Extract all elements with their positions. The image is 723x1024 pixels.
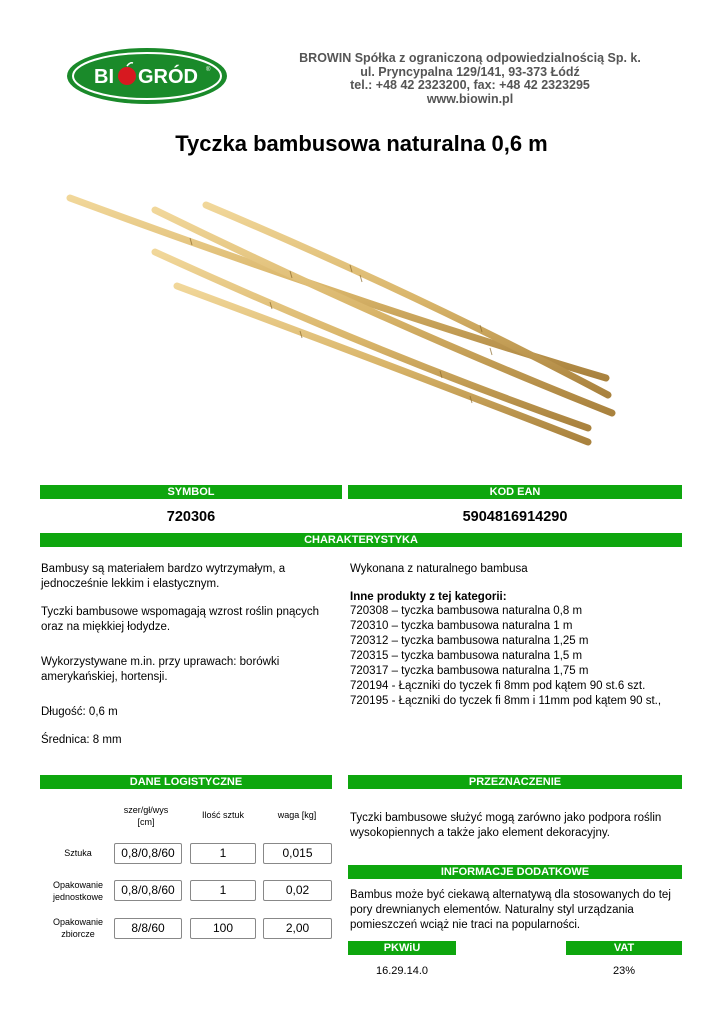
qty-value: 100 (190, 918, 256, 939)
dims-value: 8/8/60 (114, 918, 182, 939)
vat-value: 23% (612, 965, 636, 977)
list-item: 720195 - Łączniki do tyczek fi 8mm i 11mm pod kątem 90 st., (350, 695, 662, 707)
other-products-heading: Inne produkty z tej kategorii: (350, 591, 507, 603)
company-phone: tel.: +48 42 2323200, fax: +48 42 2323295 (350, 78, 590, 92)
purpose-text: Tyczki bambusowe służyć mogą zarówno jako podpora roślin wysokopiennych a także jako element dekoracyjny. (350, 812, 662, 839)
symbol-header: SYMBOL (40, 485, 342, 499)
list-item: 720194 - Łączniki do tyczek fi 8mm pod kątem 90 st.6 szt. (350, 680, 646, 692)
weight-value: 2,00 (263, 918, 332, 939)
ean-header: KOD EAN (348, 485, 682, 499)
pkwiu-value: 16.29.14.0 (376, 965, 428, 977)
list-item: 720310 – tyczka bambusowa naturalna 1 m (350, 620, 573, 632)
char-left-para1: Bambusy są materiałem bardzo wytrzymałym, a jednocześnie lekkim i elastycznym. (41, 563, 286, 590)
pkwiu-header: PKWiU (348, 941, 456, 955)
col-dims-header: szer/gł/wys [cm] (123, 805, 169, 827)
dims-value: 0,8/0,8/60 (114, 880, 182, 901)
qty-value: 1 (190, 843, 256, 864)
list-item: 720315 – tyczka bambusowa naturalna 1,5 m (350, 650, 583, 662)
list-item: 720312 – tyczka bambusowa naturalna 1,25 m (350, 635, 589, 647)
row-label-bulk-package: Opakowanie zbiorcze (52, 917, 104, 939)
symbol-value: 720306 (166, 509, 216, 525)
apple-icon (118, 67, 136, 85)
row-label-sztuka: Sztuka (64, 848, 92, 858)
product-photo (60, 185, 620, 455)
material-text: Wykonana z naturalnego bambusa (350, 563, 528, 575)
weight-value: 0,015 (263, 843, 332, 864)
row-label-unit-package: Opakowanie jednostkowe (52, 880, 104, 902)
logistics-header: DANE LOGISTYCZNE (40, 775, 332, 789)
company-website[interactable]: www.biowin.pl (426, 91, 514, 106)
weight-value: 0,02 (263, 880, 332, 901)
logo-text-left: BI (94, 66, 114, 88)
col-weight-header: waga [kg] (277, 810, 317, 820)
characteristics-header: CHARAKTERYSTYKA (40, 533, 682, 547)
company-name: BROWIN Spółka z ograniczoną odpowiedzialnością Sp. k. (299, 51, 641, 65)
char-left-para2: Tyczki bambusowe wspomagają wzrost roślin pnących oraz na miękkiej łodydze. (41, 606, 320, 633)
ean-value: 5904816914290 (462, 509, 568, 525)
logo-text-right: GRÓD (138, 66, 198, 88)
col-qty-header: Ilość sztuk (201, 810, 244, 820)
page-title: Tyczka bambusowa naturalna 0,6 m (175, 131, 548, 156)
length-text: Długość: 0,6 m (41, 706, 118, 718)
diameter-text: Średnica: 8 mm (41, 734, 122, 746)
dims-value: 0,8/0,8/60 (114, 843, 182, 864)
company-info (250, 52, 690, 106)
vat-header: VAT (566, 941, 682, 955)
extra-info-text: Bambus może być ciekawą alternatywą dla stosowanych do tej pory drewnianych elementów. Naturalny styl urządzania pomieszczeń wciąż nie traci na popularności. (350, 889, 671, 931)
qty-value: 1 (190, 880, 256, 901)
char-left-para3: Wykorzystywane m.in. przy uprawach: borówki amerykańskiej, hortensji. (41, 656, 280, 683)
biogrod-logo (66, 47, 228, 105)
other-products-list (350, 604, 661, 709)
list-item: 720308 – tyczka bambusowa naturalna 0,8 m (350, 605, 583, 617)
company-address: ul. Pryncypalna 129/141, 93-373 Łódź (360, 64, 580, 79)
list-item: 720317 – tyczka bambusowa naturalna 1,75 m (350, 665, 589, 677)
extra-info-header: INFORMACJE DODATKOWE (348, 865, 682, 879)
svg-text:®: ® (206, 67, 211, 73)
purpose-header: PRZEZNACZENIE (348, 775, 682, 789)
